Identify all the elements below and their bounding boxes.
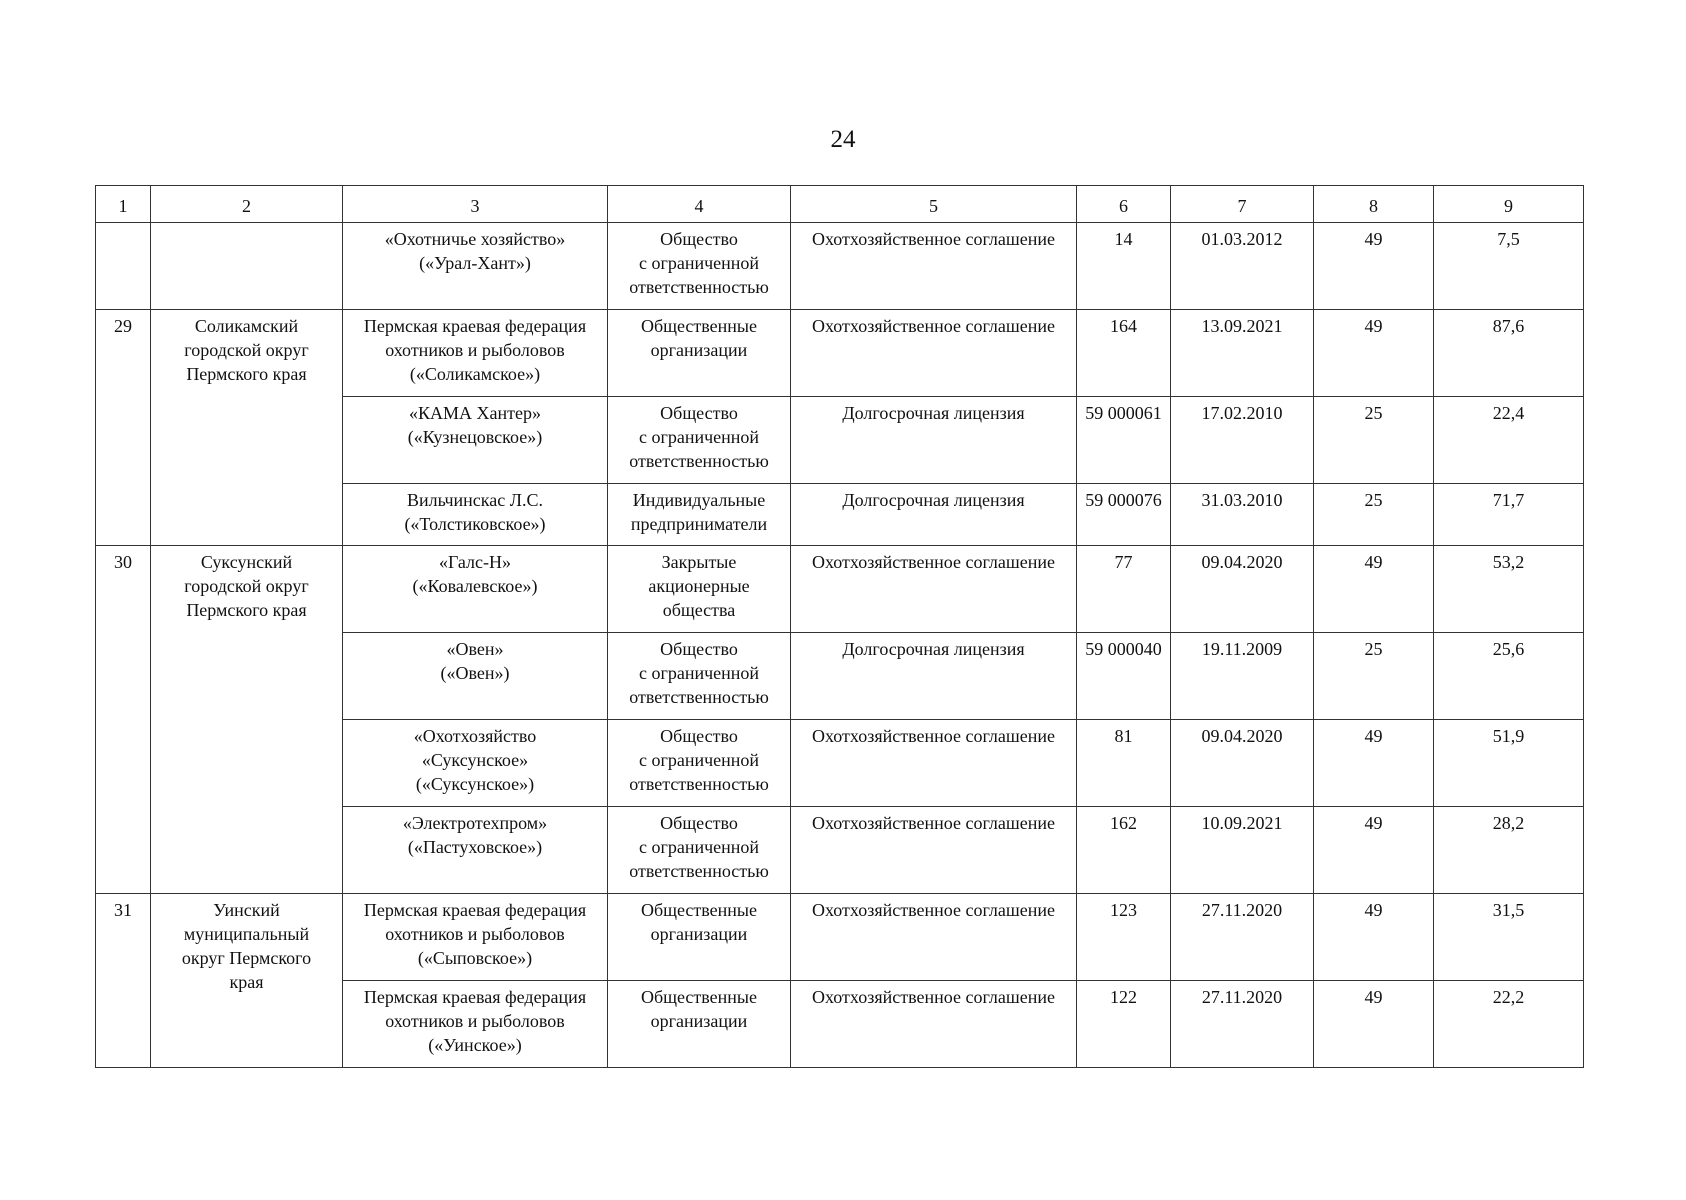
hunting-grounds-table xyxy=(95,185,1584,1068)
date-cell: 01.03.2012 xyxy=(1171,223,1314,310)
date-cell: 09.04.2020 xyxy=(1171,720,1314,807)
table-row xyxy=(96,894,1584,981)
area-cell: 7,5 xyxy=(1434,223,1584,310)
area-cell: 87,6 xyxy=(1434,310,1584,397)
date-cell: 27.11.2020 xyxy=(1171,894,1314,981)
term-cell: 49 xyxy=(1314,807,1434,894)
document-number-cell: 59 000076 xyxy=(1077,484,1171,546)
date-cell: 17.02.2010 xyxy=(1171,397,1314,484)
term-cell: 25 xyxy=(1314,484,1434,546)
legal-form-cell: Общество с ограниченной ответственностью xyxy=(608,720,791,807)
row-number-cell: 30 xyxy=(96,546,151,894)
date-cell: 27.11.2020 xyxy=(1171,981,1314,1068)
organization-cell: «Овен» («Овен») xyxy=(343,633,608,720)
document-number-cell: 77 xyxy=(1077,546,1171,633)
column-header: 9 xyxy=(1434,186,1584,223)
document-type-cell: Охотхозяйственное соглашение xyxy=(791,894,1077,981)
organization-cell: «Охотхозяйство «Суксунское» («Суксунское») xyxy=(343,720,608,807)
document-number-cell: 164 xyxy=(1077,310,1171,397)
page-number: 24 xyxy=(830,126,856,153)
date-cell: 13.09.2021 xyxy=(1171,310,1314,397)
row-number-cell xyxy=(96,223,151,310)
date-cell: 09.04.2020 xyxy=(1171,546,1314,633)
date-cell: 31.03.2010 xyxy=(1171,484,1314,546)
document-type-cell: Охотхозяйственное соглашение xyxy=(791,310,1077,397)
document-number-cell: 162 xyxy=(1077,807,1171,894)
area-cell: 31,5 xyxy=(1434,894,1584,981)
column-header: 7 xyxy=(1171,186,1314,223)
legal-form-cell: Общество с ограниченной ответственностью xyxy=(608,223,791,310)
area-cell: 53,2 xyxy=(1434,546,1584,633)
legal-form-cell: Общественные организации xyxy=(608,894,791,981)
term-cell: 49 xyxy=(1314,223,1434,310)
organization-cell: «КАМА Хантер» («Кузнецовское») xyxy=(343,397,608,484)
legal-form-cell: Общественные организации xyxy=(608,981,791,1068)
document-type-cell: Охотхозяйственное соглашение xyxy=(791,546,1077,633)
organization-cell: «Галс-Н» («Ковалевское») xyxy=(343,546,608,633)
column-header: 6 xyxy=(1077,186,1171,223)
row-number-cell: 29 xyxy=(96,310,151,546)
row-number-cell: 31 xyxy=(96,894,151,1068)
area-cell: 71,7 xyxy=(1434,484,1584,546)
document-type-cell: Долгосрочная лицензия xyxy=(791,484,1077,546)
document-type-cell: Охотхозяйственное соглашение xyxy=(791,807,1077,894)
document-number-cell: 81 xyxy=(1077,720,1171,807)
municipality-cell: Уинский муниципальный округ Пермского края xyxy=(151,894,343,1068)
column-header: 5 xyxy=(791,186,1077,223)
legal-form-cell: Закрытые акционерные общества xyxy=(608,546,791,633)
area-cell: 28,2 xyxy=(1434,807,1584,894)
term-cell: 25 xyxy=(1314,633,1434,720)
municipality-cell xyxy=(151,223,343,310)
organization-cell: Вильчинскас Л.С. («Толстиковское») xyxy=(343,484,608,546)
area-cell: 51,9 xyxy=(1434,720,1584,807)
column-header: 1 xyxy=(96,186,151,223)
date-cell: 10.09.2021 xyxy=(1171,807,1314,894)
column-number-row xyxy=(96,186,1584,223)
municipality-cell: Суксунский городской округ Пермского края xyxy=(151,546,343,894)
legal-form-cell: Индивидуальные предприниматели xyxy=(608,484,791,546)
legal-form-cell: Общество с ограниченной ответственностью xyxy=(608,633,791,720)
term-cell: 25 xyxy=(1314,397,1434,484)
column-header: 2 xyxy=(151,186,343,223)
area-cell: 22,4 xyxy=(1434,397,1584,484)
legal-form-cell: Общество с ограниченной ответственностью xyxy=(608,807,791,894)
organization-cell: «Электротехпром» («Пастуховское») xyxy=(343,807,608,894)
document-number-cell: 122 xyxy=(1077,981,1171,1068)
document-type-cell: Охотхозяйственное соглашение xyxy=(791,981,1077,1068)
legal-form-cell: Общество с ограниченной ответственностью xyxy=(608,397,791,484)
date-cell: 19.11.2009 xyxy=(1171,633,1314,720)
table-row xyxy=(96,223,1584,310)
document-type-cell: Долгосрочная лицензия xyxy=(791,633,1077,720)
organization-cell: «Охотничье хозяйство» («Урал-Хант») xyxy=(343,223,608,310)
municipality-cell: Соликамский городской округ Пермского края xyxy=(151,310,343,546)
organization-cell: Пермская краевая федерация охотников и рыболовов («Соликамское») xyxy=(343,310,608,397)
document-type-cell: Охотхозяйственное соглашение xyxy=(791,223,1077,310)
table-row xyxy=(96,546,1584,633)
organization-cell: Пермская краевая федерация охотников и рыболовов («Сыповское») xyxy=(343,894,608,981)
legal-form-cell: Общественные организации xyxy=(608,310,791,397)
document-number-cell: 123 xyxy=(1077,894,1171,981)
table-row xyxy=(96,310,1584,397)
document-type-cell: Охотхозяйственное соглашение xyxy=(791,720,1077,807)
document-number-cell: 59 000040 xyxy=(1077,633,1171,720)
term-cell: 49 xyxy=(1314,720,1434,807)
term-cell: 49 xyxy=(1314,894,1434,981)
document-type-cell: Долгосрочная лицензия xyxy=(791,397,1077,484)
area-cell: 25,6 xyxy=(1434,633,1584,720)
column-header: 3 xyxy=(343,186,608,223)
document-number-cell: 14 xyxy=(1077,223,1171,310)
organization-cell: Пермская краевая федерация охотников и рыболовов («Уинское») xyxy=(343,981,608,1068)
column-header: 8 xyxy=(1314,186,1434,223)
document-number-cell: 59 000061 xyxy=(1077,397,1171,484)
term-cell: 49 xyxy=(1314,310,1434,397)
area-cell: 22,2 xyxy=(1434,981,1584,1068)
term-cell: 49 xyxy=(1314,546,1434,633)
column-header: 4 xyxy=(608,186,791,223)
term-cell: 49 xyxy=(1314,981,1434,1068)
